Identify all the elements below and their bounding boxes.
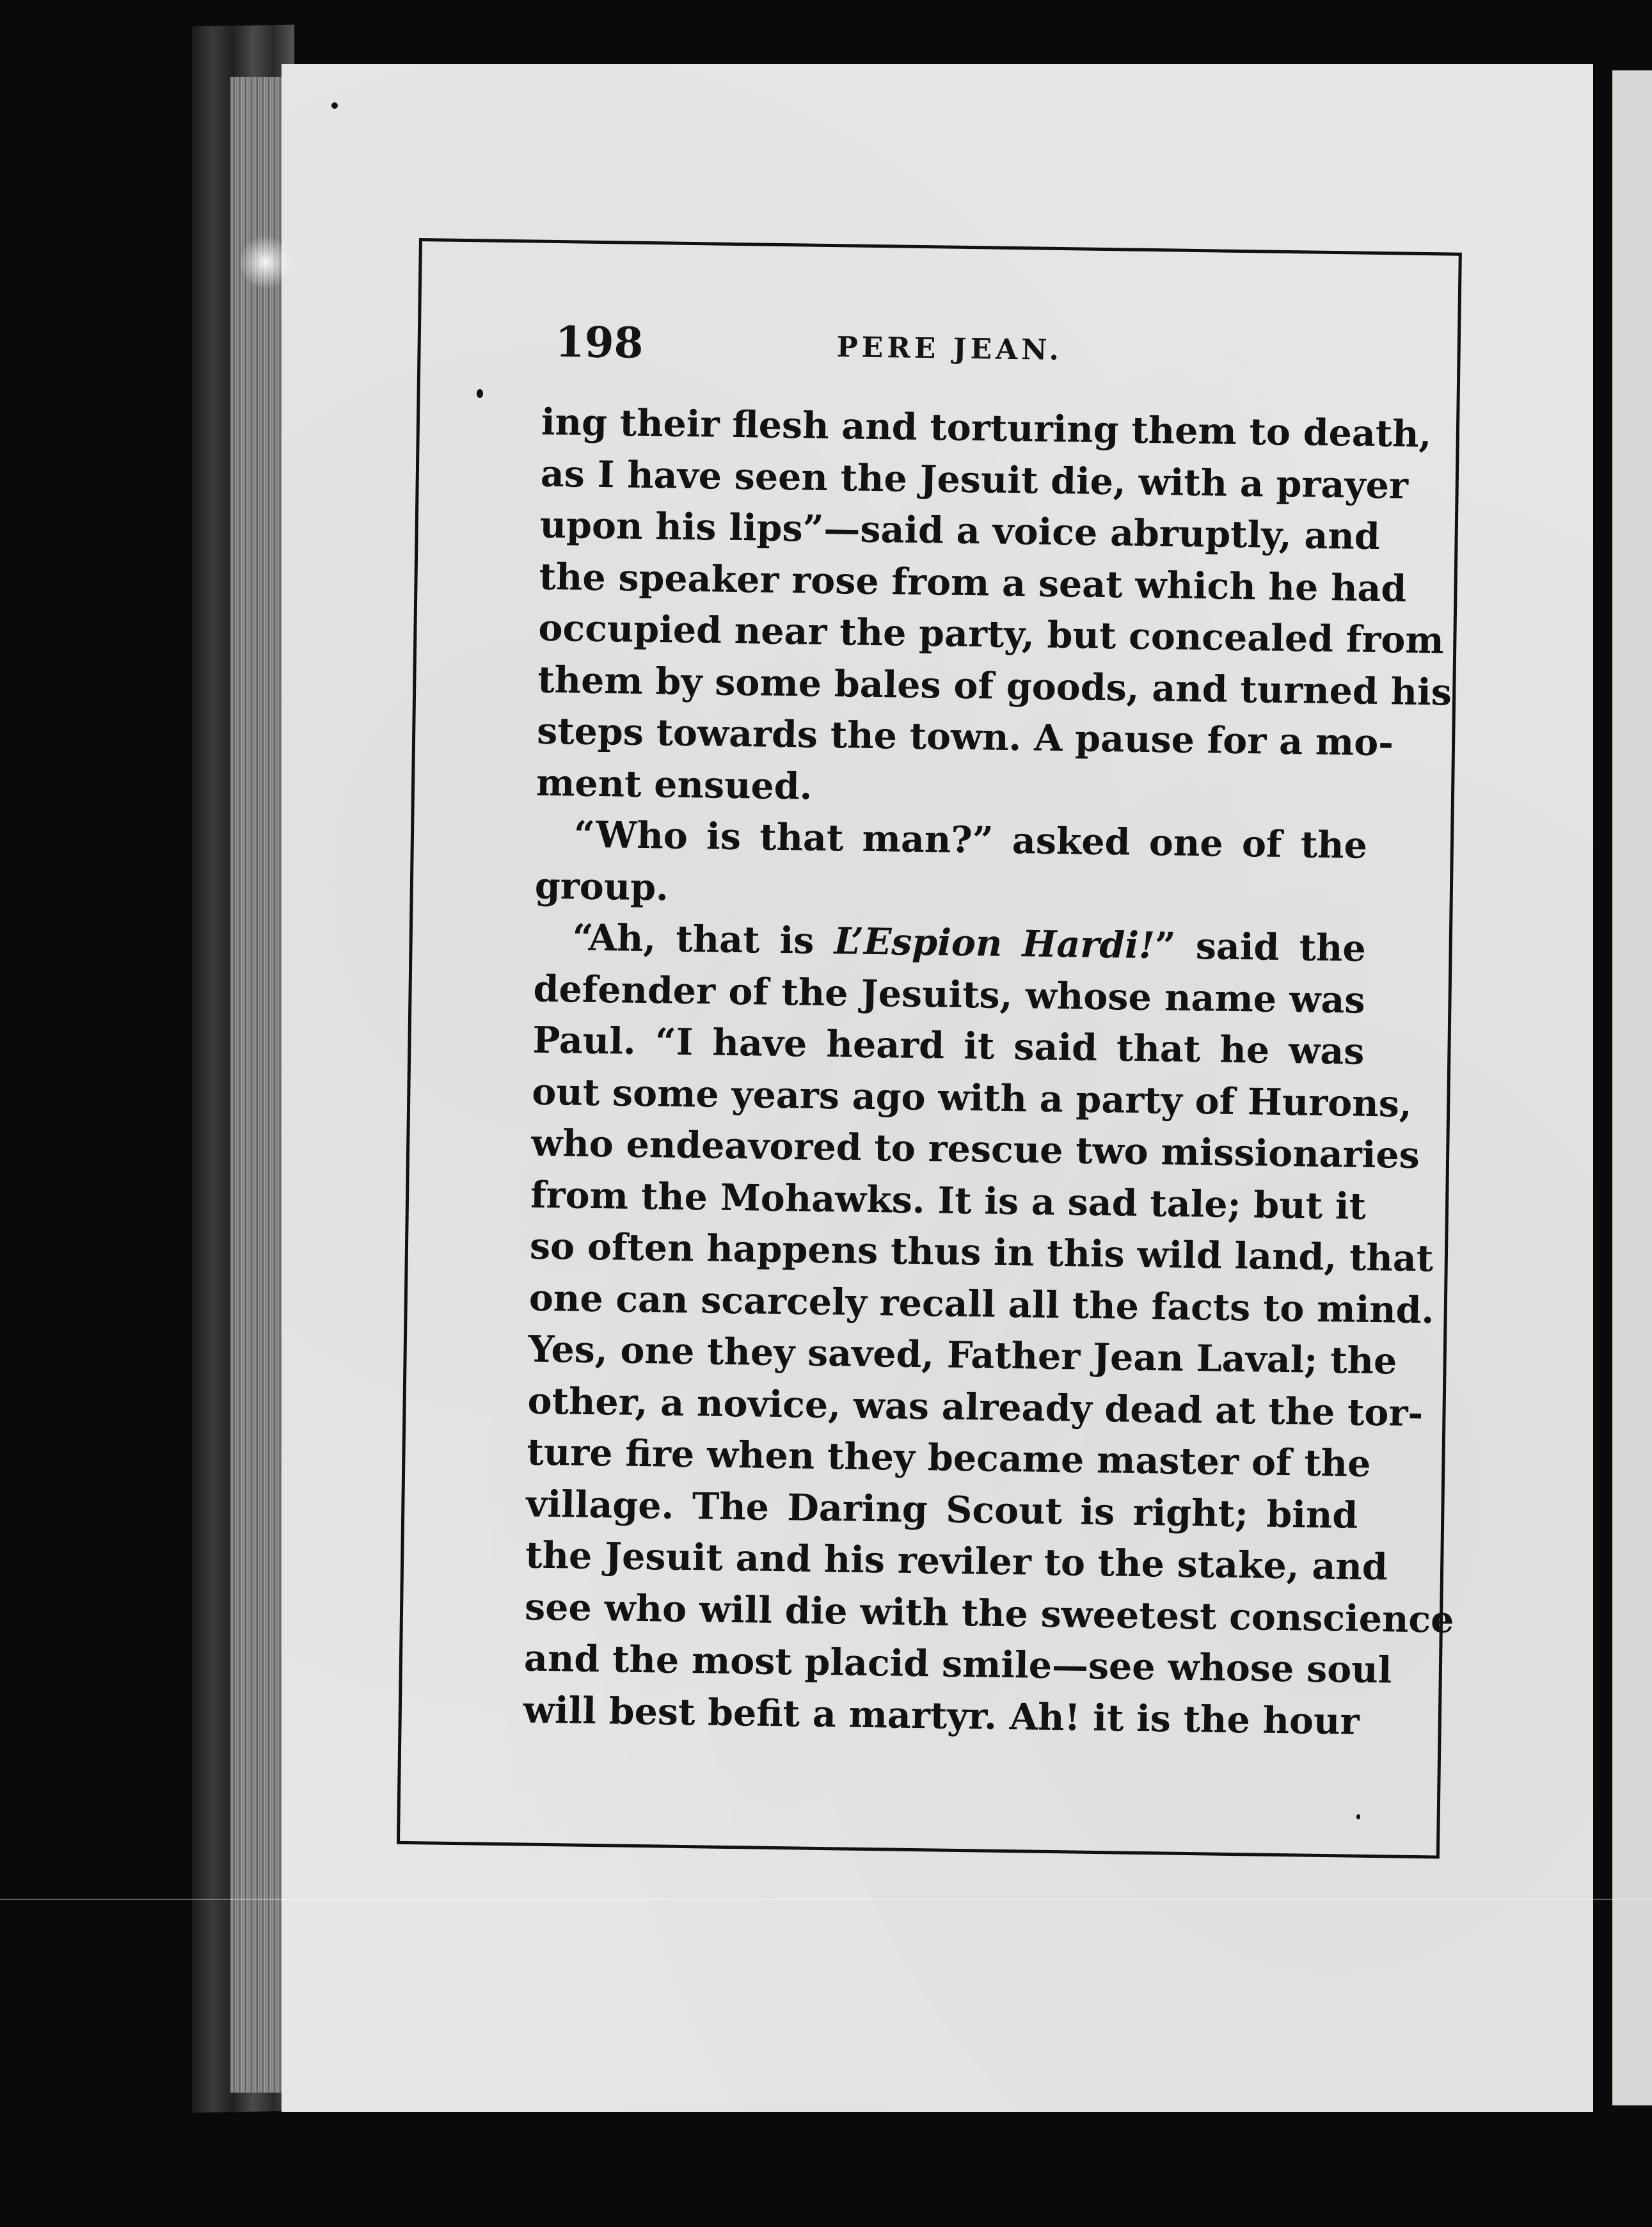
- text-line: see who will die with the sweetest conscience: [524, 1585, 1454, 1641]
- text-line: and the most placid smile—see whose soul: [523, 1636, 1392, 1692]
- body-text: [523, 397, 1454, 1748]
- running-head: PERE JEAN.: [836, 331, 1063, 367]
- page-number: 198: [555, 316, 644, 368]
- text-line: the Jesuit and his reviler to the stake, and: [525, 1533, 1388, 1589]
- text-line: will best befit a martyr. Ah! it is the hour: [523, 1688, 1360, 1743]
- text-line: upon his lips”—said a voice abruptly, and: [539, 503, 1381, 559]
- text-line: them by some bales of goods, and turned his: [537, 658, 1452, 714]
- text-line: group.: [534, 864, 669, 909]
- facing-page-edge: [1612, 70, 1652, 2105]
- text-line: the speaker rose from a seat which he had: [539, 555, 1407, 611]
- text-line: “Who is that man?” asked one of the: [573, 813, 1368, 867]
- text-line: ture fire when they became master of the: [527, 1430, 1371, 1485]
- ink-speck: [477, 389, 483, 398]
- italic-phrase: L’Espion Hardi!: [834, 920, 1156, 968]
- text-line: Paul. “I have heard it said that he was: [532, 1018, 1365, 1073]
- text-line: other, a novice, was already dead at the tor-: [527, 1379, 1424, 1435]
- text-line: who endeavored to rescue two missionaries: [530, 1121, 1420, 1177]
- text-line: from the Mohawks. It is a sad tale; but it: [530, 1173, 1367, 1228]
- page-header: [555, 317, 1362, 386]
- text-line: ing their flesh and torturing them to death,: [541, 400, 1432, 456]
- page-gutter: [1593, 64, 1612, 2112]
- ink-speck: [1356, 1814, 1360, 1819]
- text-segment: “Ah, that is: [572, 916, 835, 963]
- text-line: as I have seen the Jesuit die, with a prayer: [540, 452, 1409, 507]
- scan-artifact-line: [0, 1899, 1652, 1900]
- text-line: village. The Daring Scout is right; bind: [525, 1482, 1358, 1537]
- text-line: Yes, one they saved, Father Jean Laval; the: [528, 1327, 1397, 1383]
- light-glare: [240, 237, 291, 288]
- text-block-border: [397, 238, 1462, 1859]
- text-line: steps towards the town. A pause for a mo-: [536, 709, 1394, 765]
- text-line: so often happens thus in this wild land, that: [529, 1224, 1434, 1281]
- text-line: occupied near the party, but concealed from: [538, 606, 1445, 662]
- text-line: defender of the Jesuits, whose name was: [533, 967, 1365, 1022]
- text-line: out some years ago with a party of Hurons,: [531, 1070, 1413, 1126]
- ink-speck: [331, 102, 338, 109]
- page-stack-edges: [230, 77, 288, 2093]
- text-line: ment ensued.: [536, 761, 813, 808]
- text-line: one can scarcely recall all the facts to mind.: [528, 1276, 1434, 1332]
- text-segment: ” said the: [1154, 924, 1367, 970]
